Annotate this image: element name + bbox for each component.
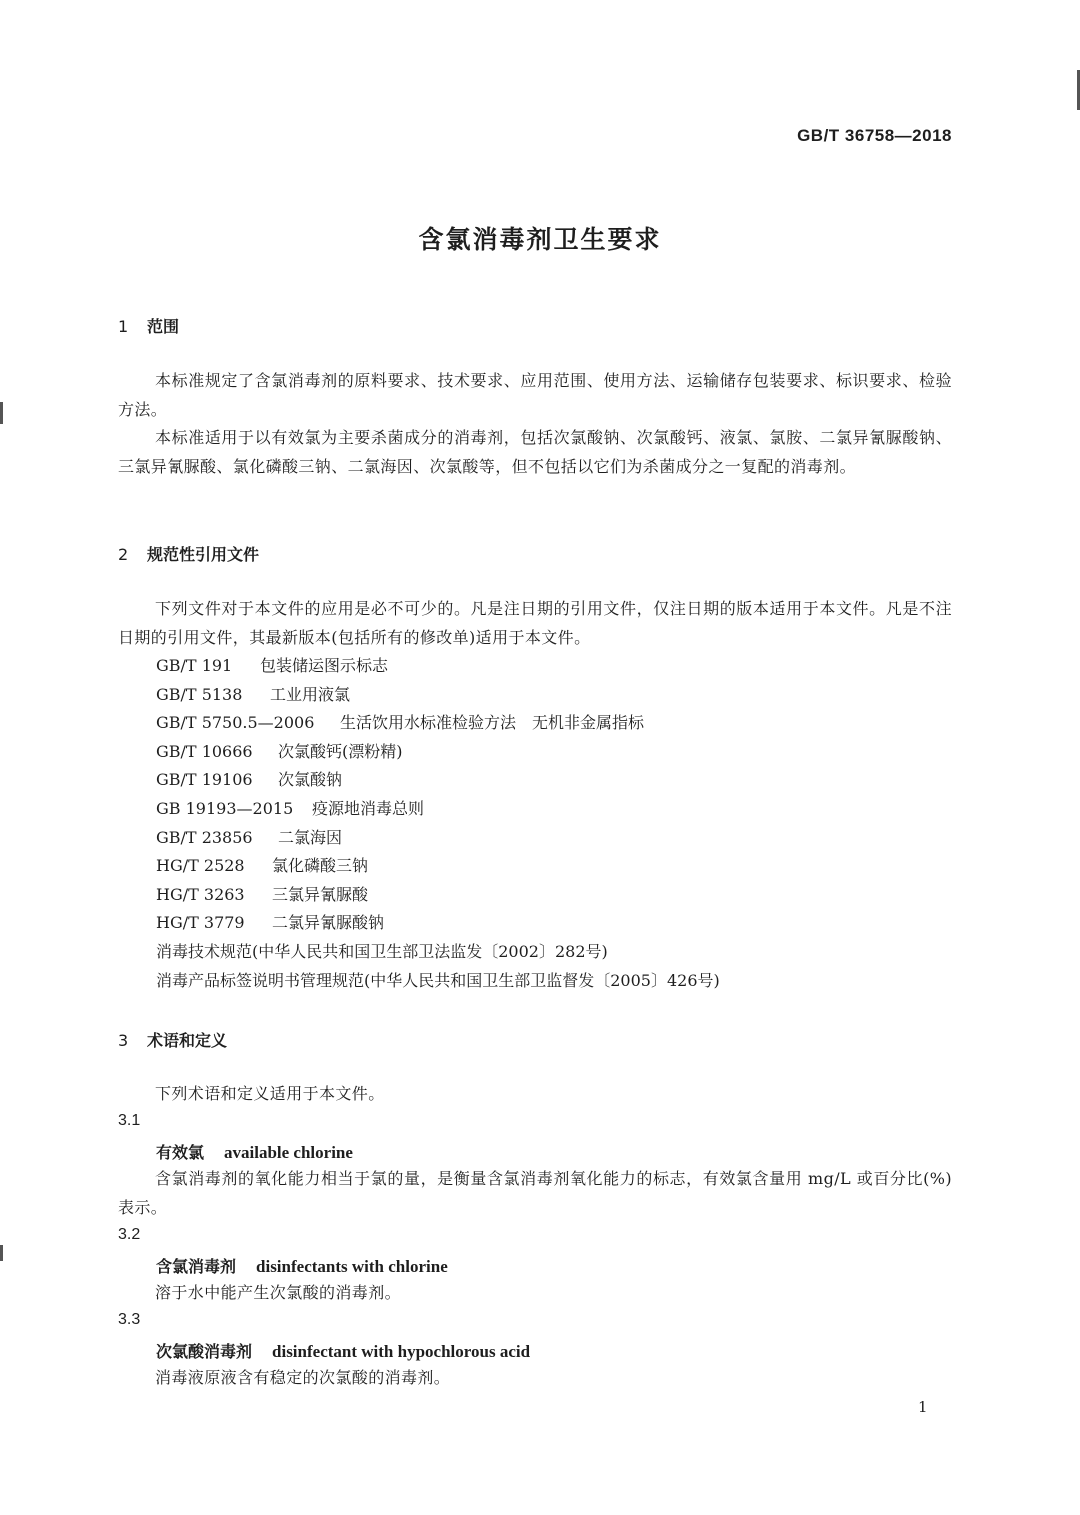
reference-code: GB/T 23856 (156, 827, 253, 847)
reference-code: HG/T 2528 (156, 856, 245, 876)
section-heading-terms-and-definitions (118, 1028, 227, 1051)
section-heading-scope (118, 314, 179, 337)
section-number: 1 (118, 317, 129, 336)
reference-code: GB 19193—2015 (156, 798, 294, 818)
paragraph: 下列术语和定义适用于本文件。 (155, 1084, 385, 1103)
scan-margin-mark (0, 1245, 3, 1261)
reference-code: GB/T 5138 (156, 684, 243, 704)
term-definition: 含氯消毒剂的氧化能力相当于氯的量，是衡量含氯消毒剂氧化能力的标志，有效氯含量用 mg/L 或百分比(%)表示。 (118, 1169, 952, 1217)
section-title: 规范性引用文件 (147, 545, 260, 564)
term-heading (156, 1254, 448, 1277)
page-number: 1 (918, 1398, 928, 1416)
reference-item (156, 652, 956, 681)
paragraph: 本标准规定了含氯消毒剂的原料要求、技术要求、应用范围、使用方法、运输储存包装要求、标识要求、检验方法。 (118, 371, 952, 419)
section-number: 3 (118, 1031, 129, 1050)
section-heading-normative-references (118, 542, 259, 565)
reference-name: 生活饮用水标准检验方法 无机非金属指标 (340, 713, 645, 733)
scan-margin-mark (0, 402, 3, 424)
reference-item (156, 766, 956, 795)
term-chinese: 有效氯 (156, 1143, 205, 1162)
reference-name: 氯化磷酸三钠 (272, 856, 369, 876)
term-heading (156, 1140, 353, 1163)
term-definition: 消毒液原液含有稳定的次氯酸的消毒剂。 (155, 1368, 451, 1387)
reference-item (156, 795, 956, 824)
reference-name: 工业用液氯 (270, 684, 351, 704)
term-definition: 溶于水中能产生次氯酸的消毒剂。 (155, 1283, 402, 1302)
term-number: 3.1 (118, 1112, 141, 1129)
term-chinese: 次氯酸消毒剂 (156, 1342, 253, 1361)
reference-name: 二氯海因 (278, 827, 343, 847)
reference-code: HG/T 3779 (156, 913, 245, 933)
reference-item (156, 938, 956, 967)
section-title: 术语和定义 (147, 1031, 228, 1050)
reference-code: GB/T 191 (156, 656, 233, 675)
term-number: 3.3 (118, 1311, 141, 1328)
reference-name: 消毒技术规范(中华人民共和国卫生部卫法监发〔2002〕282号) (156, 941, 608, 961)
reference-code: GB/T 19106 (156, 770, 253, 790)
term-chinese: 含氯消毒剂 (156, 1257, 237, 1276)
reference-item (156, 681, 956, 710)
reference-list (156, 652, 956, 995)
standard-code: GB/T 36758—2018 (797, 126, 952, 145)
page-title: 含氯消毒剂卫生要求 (418, 225, 662, 254)
reference-name: 消毒产品标签说明书管理规范(中华人民共和国卫生部卫监督发〔2005〕426号) (156, 970, 720, 990)
reference-name: 二氯异氰脲酸钠 (272, 913, 385, 933)
reference-code: GB/T 5750.5—2006 (156, 713, 315, 733)
term-number: 3.2 (118, 1226, 141, 1243)
reference-item (156, 852, 956, 881)
reference-item (156, 709, 956, 738)
term-heading (156, 1339, 530, 1362)
reference-name: 次氯酸钙(漂粉精) (278, 741, 403, 761)
reference-name: 次氯酸钠 (278, 770, 343, 790)
reference-item (156, 881, 956, 910)
term-english: disinfectants with chlorine (256, 1257, 448, 1276)
reference-name: 三氯异氰脲酸 (272, 884, 369, 904)
reference-code: GB/T 10666 (156, 741, 253, 761)
reference-item (156, 824, 956, 853)
reference-code: HG/T 3263 (156, 884, 245, 904)
term-english: available chlorine (224, 1143, 353, 1162)
term-english: disinfectant with hypochlorous acid (272, 1342, 531, 1361)
reference-name: 疫源地消毒总则 (312, 798, 425, 818)
paragraph: 下列文件对于本文件的应用是必不可少的。凡是注日期的引用文件，仅注日期的版本适用于本文件。凡是不注日期的引用文件，其最新版本(包括所有的修改单)适用于本文件。 (118, 599, 952, 647)
section-title: 范围 (147, 317, 180, 336)
reference-name: 包装储运图示标志 (260, 656, 389, 675)
section-number: 2 (118, 545, 129, 564)
reference-item (156, 967, 956, 996)
reference-item (156, 909, 956, 938)
paragraph: 本标准适用于以有效氯为主要杀菌成分的消毒剂，包括次氯酸钠、次氯酸钙、液氯、氯胺、二氯异氰脲酸钠、三氯异氰脲酸、氯化磷酸三钠、二氯海因、次氯酸等，但不包括以它们为杀菌成分之一复配的消毒剂。 (118, 428, 952, 476)
reference-item (156, 738, 956, 767)
